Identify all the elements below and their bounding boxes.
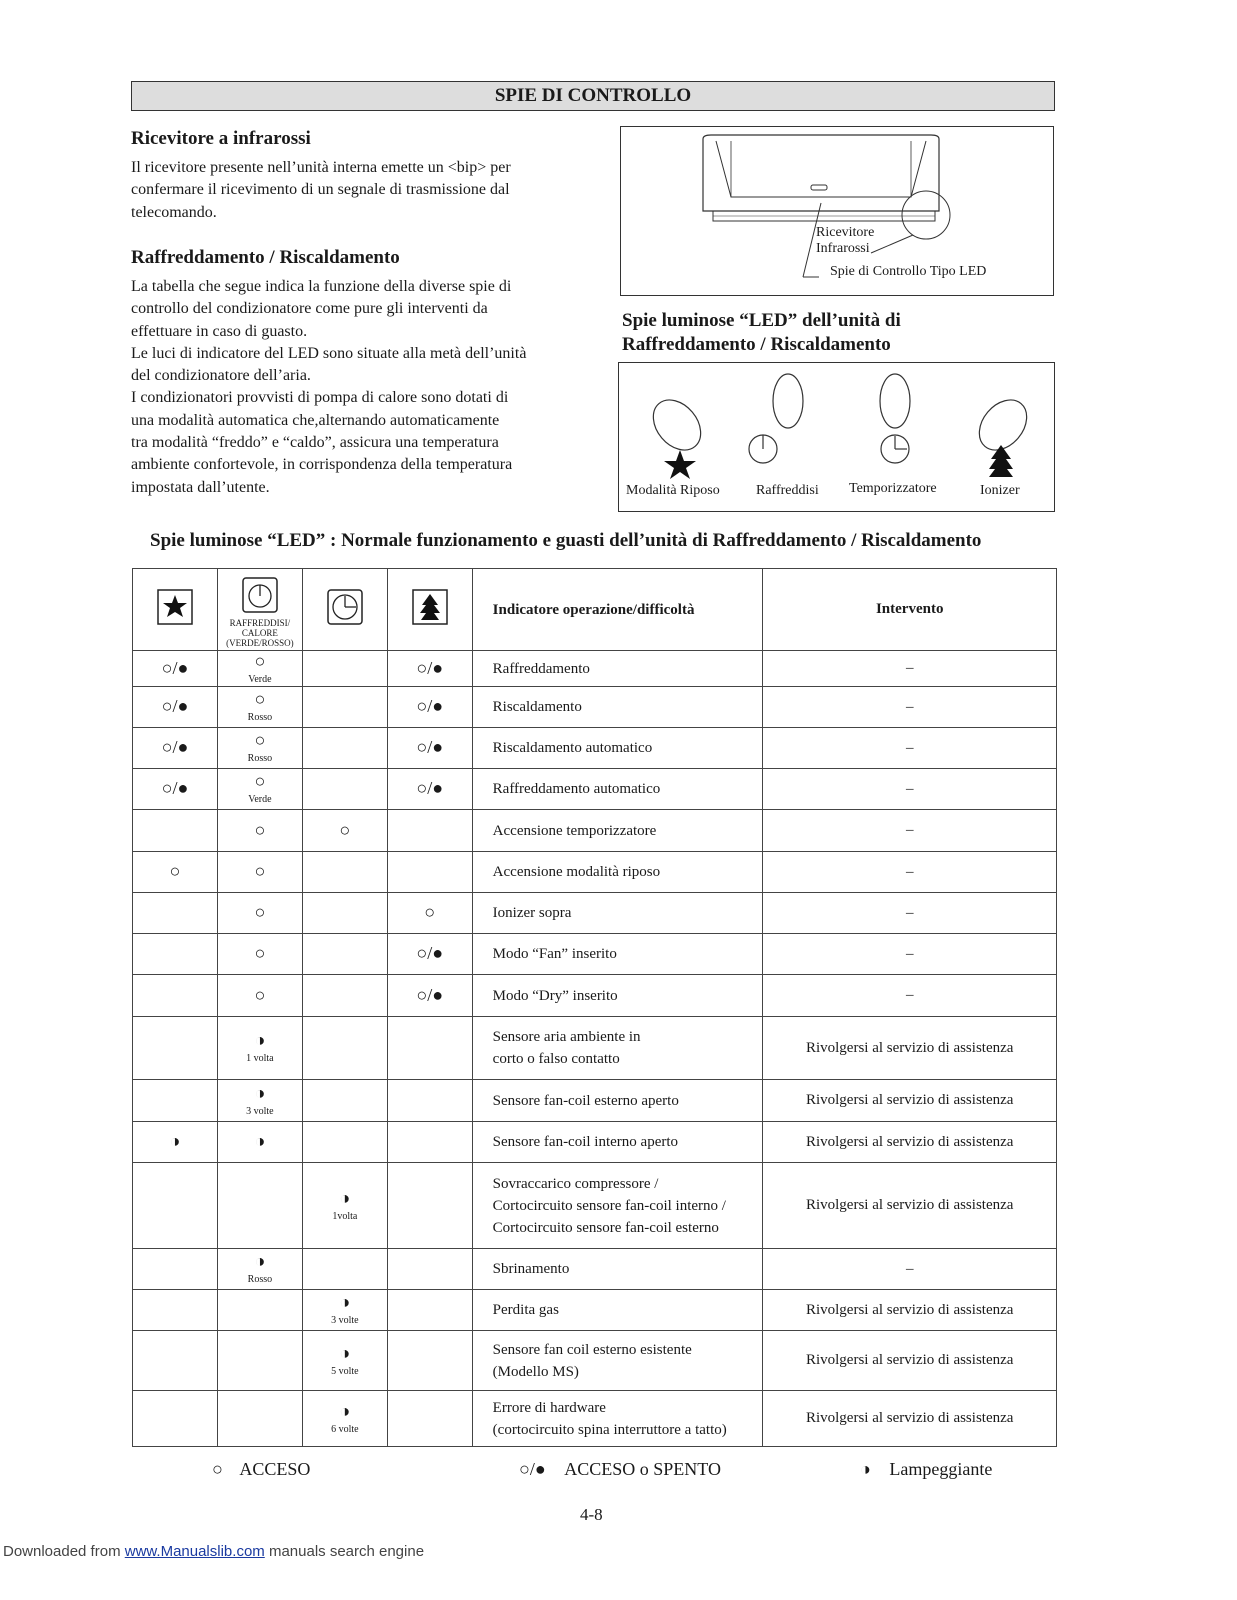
indicator-line: Cortocircuito sensore fan-coil esterno	[492, 1219, 719, 1236]
indicator-line: Cortocircuito sensore fan-coil interno /	[492, 1197, 726, 1214]
footer	[3, 1543, 424, 1560]
cooling-line: del condizionatore dell’aria.	[131, 367, 311, 385]
table-row	[133, 975, 1057, 1017]
indicator-cell	[472, 934, 763, 975]
legend-blink	[860, 1459, 992, 1480]
manualslib-link[interactable]: www.Manualslib.com	[124, 1543, 265, 1560]
status-symbol: ○	[169, 861, 181, 881]
header-sleep-cell	[133, 569, 218, 651]
status-symbol: ○/●	[161, 657, 189, 678]
ionizer-status-cell	[387, 975, 472, 1017]
indicator-line: Perdita gas	[492, 1302, 559, 1318]
page-number: 4-8	[580, 1505, 603, 1524]
blink-count: Verde	[248, 794, 272, 805]
intervention-cell: –	[763, 810, 1057, 852]
raffreddisi-status-cell	[217, 1290, 302, 1331]
raffreddisi-status-cell	[217, 728, 302, 769]
intervention-cell: –	[763, 934, 1057, 975]
indicator-line: Errore di hardware	[492, 1399, 606, 1416]
indicator-line: Ionizer sopra	[492, 905, 572, 921]
sleep-status-cell	[133, 852, 218, 893]
led-heading-line: Spie luminose “LED” dell’unità di	[622, 310, 901, 331]
status-symbol: ○	[339, 819, 351, 840]
blink-count: 3 volte	[246, 1105, 274, 1117]
raffreddisi-status-cell	[217, 687, 302, 728]
footer-prefix: Downloaded from	[3, 1543, 125, 1560]
status-symbol: ○/●	[416, 696, 444, 716]
ionizer-status-cell	[387, 1290, 472, 1331]
header-ionizer-cell	[387, 569, 472, 651]
status-symbol: ◑	[339, 1342, 351, 1363]
indicator-cell	[472, 1331, 763, 1391]
ionizer-status-cell	[387, 687, 472, 728]
table-row	[133, 934, 1057, 975]
power-icon	[242, 577, 278, 613]
raffreddisi-status-cell	[217, 1249, 302, 1290]
sleep-status-cell	[133, 975, 218, 1017]
raffreddisi-status-cell	[217, 1080, 302, 1122]
indicator-line: (cortocircuito spina interruttore a tatto)	[492, 1421, 727, 1438]
table-row	[133, 852, 1057, 893]
indicator-cell	[472, 852, 763, 893]
receiver-line: telecomando.	[131, 203, 217, 221]
table-row	[133, 1249, 1057, 1290]
status-symbol: ○	[254, 861, 266, 881]
status-symbol: ○	[254, 984, 266, 1005]
raffreddisi-status-cell	[217, 852, 302, 893]
indicator-cell	[472, 651, 763, 687]
raffreddisi-status-cell	[217, 1017, 302, 1080]
indicator-cell	[472, 975, 763, 1017]
ionizer-status-cell	[387, 852, 472, 893]
timer-status-cell	[302, 810, 387, 852]
table-title: Spie luminose “LED” : Normale funzionamento e guasti dell’unità di Raffreddamento / Riscaldamento	[150, 530, 982, 551]
ionizer-status-cell	[387, 893, 472, 934]
blink-count: 1volta	[332, 1210, 358, 1222]
intervention-cell: –	[763, 769, 1057, 810]
sleep-status-cell	[133, 810, 218, 852]
ionizer-status-cell	[387, 810, 472, 852]
status-symbol: ○/●	[416, 943, 444, 963]
ionizer-status-cell	[387, 1163, 472, 1249]
timer-status-cell	[302, 852, 387, 893]
header-intervention: Intervento	[763, 569, 1057, 651]
sleep-status-cell	[133, 1331, 218, 1391]
status-symbol: ○	[254, 730, 266, 750]
status-symbol: ○	[254, 943, 266, 963]
indicator-line: Riscaldamento	[492, 699, 582, 715]
legend-onoff-label: ACCESO o SPENTO	[564, 1459, 721, 1479]
cooling-line: tra modalità “freddo” e “caldo”, assicura una temperatura	[131, 434, 499, 452]
sleep-status-cell	[133, 1391, 218, 1447]
status-symbol: ◑	[169, 1131, 181, 1151]
indicator-line: Sensore fan-coil esterno aperto	[492, 1092, 679, 1109]
cooling-line: una modalità automatica che,alternando automaticamente	[131, 411, 500, 429]
sleep-status-cell	[133, 1080, 218, 1122]
receiver-heading: Ricevitore a infrarossi	[131, 128, 311, 149]
cooling-paragraph	[131, 276, 567, 499]
cooling-line: I condizionatori provvisti di pompa di calore sono dotati di	[131, 389, 509, 407]
receiver-label-line: Ricevitore	[816, 225, 875, 240]
receiver-label	[816, 225, 874, 257]
table-row	[133, 1163, 1057, 1249]
ionizer-status-cell	[387, 769, 472, 810]
sleep-status-cell	[133, 893, 218, 934]
indicator-cell	[472, 687, 763, 728]
table-row	[133, 687, 1057, 728]
ionizer-status-cell	[387, 1122, 472, 1163]
status-symbol: ○/●	[161, 737, 189, 757]
sleep-status-cell	[133, 1017, 218, 1080]
blink-count: Rosso	[247, 753, 273, 764]
status-symbol: ◑	[254, 1131, 266, 1151]
receiver-line: Il ricevitore presente nell’unità interna emette un <bip> per	[131, 159, 511, 176]
legend-onoff-symbol: ○/●	[519, 1459, 546, 1479]
status-symbol: ○	[254, 819, 266, 840]
intervention-cell: Rivolgersi al servizio di assistenza	[763, 1331, 1057, 1391]
raffreddisi-status-cell	[217, 1163, 302, 1249]
header-raffreddisi-line: CALORE	[241, 628, 278, 638]
table-row	[133, 1331, 1057, 1391]
legend-on-label: ACCESO	[239, 1459, 311, 1479]
sleep-status-cell	[133, 1122, 218, 1163]
intervention-cell: –	[763, 1249, 1057, 1290]
cooling-line: impostata dall’utente.	[131, 478, 270, 496]
status-symbol: ◑	[254, 1251, 266, 1271]
status-symbol: ○	[254, 650, 266, 671]
ionizer-status-cell	[387, 728, 472, 769]
timer-clock-icon	[327, 589, 363, 625]
cooling-line: controllo del condizionatore come pure gli interventi da	[131, 300, 488, 318]
cooling-heading: Raffreddamento / Riscaldamento	[131, 247, 400, 268]
raffreddisi-status-cell	[217, 651, 302, 687]
indicator-cell	[472, 810, 763, 852]
table-row	[133, 1017, 1057, 1080]
indicator-cell	[472, 1122, 763, 1163]
receiver-paragraph	[131, 157, 567, 224]
raffreddisi-status-cell	[217, 769, 302, 810]
sleep-status-cell	[133, 934, 218, 975]
intervention-cell: –	[763, 975, 1057, 1017]
indicator-cell	[472, 1290, 763, 1331]
intervention-cell: –	[763, 852, 1057, 893]
timer-status-cell	[302, 893, 387, 934]
led-heading	[622, 309, 901, 357]
status-symbol: ○	[424, 902, 436, 922]
timer-status-cell	[302, 769, 387, 810]
table-row	[133, 1080, 1057, 1122]
table-body	[133, 651, 1057, 1447]
ionizer-status-cell	[387, 1391, 472, 1447]
sleep-status-cell	[133, 769, 218, 810]
status-symbol: ◑	[254, 1082, 266, 1103]
timer-status-cell	[302, 651, 387, 687]
ionizer-status-cell	[387, 1249, 472, 1290]
table-row	[133, 1391, 1057, 1447]
intervention-cell: –	[763, 651, 1057, 687]
indicator-line: Sensore aria ambiente in	[492, 1029, 641, 1045]
status-symbol: ○/●	[416, 737, 444, 757]
ionizer-status-cell	[387, 934, 472, 975]
indicator-cell	[472, 893, 763, 934]
indicator-cell	[472, 1163, 763, 1249]
indicator-line: Accensione modalità riposo	[492, 864, 661, 880]
intervention-cell: –	[763, 893, 1057, 934]
intervention-cell: –	[763, 728, 1057, 769]
sleep-status-cell	[133, 651, 218, 687]
raffreddisi-status-cell	[217, 810, 302, 852]
raffreddisi-status-cell	[217, 893, 302, 934]
blink-count: 1 volta	[246, 1053, 274, 1064]
blink-count: 5 volte	[331, 1365, 359, 1377]
ionizer-status-cell	[387, 1331, 472, 1391]
blink-count: 6 volte	[331, 1423, 359, 1435]
ionizer-tree-icon	[412, 589, 448, 625]
table-row	[133, 810, 1057, 852]
blink-count: 3 volte	[331, 1315, 359, 1326]
section-title: SPIE DI CONTROLLO	[131, 81, 1055, 111]
raffreddisi-status-cell	[217, 975, 302, 1017]
status-symbol: ◑	[339, 1400, 351, 1421]
timer-status-cell	[302, 1080, 387, 1122]
table-row	[133, 1122, 1057, 1163]
indicator-line: corto o falso contatto	[492, 1051, 620, 1067]
blink-count: Verde	[248, 673, 272, 685]
timer-status-cell	[302, 1017, 387, 1080]
cooling-line: Le luci di indicatore del LED sono situate alla metà dell’unità	[131, 344, 527, 362]
status-symbol: ◑	[339, 1187, 351, 1208]
table-row	[133, 728, 1057, 769]
intervention-cell: Rivolgersi al servizio di assistenza	[763, 1290, 1057, 1331]
indicator-line: Raffreddamento	[492, 660, 590, 677]
led-status-table	[132, 568, 1057, 1447]
status-symbol: ○/●	[416, 984, 444, 1005]
indicator-cell	[472, 728, 763, 769]
cooling-line: ambiente confortevole, in corrispondenza della temperatura	[131, 456, 513, 474]
indicator-line: Accensione temporizzatore	[492, 822, 657, 839]
timer-status-cell	[302, 1331, 387, 1391]
status-symbol: ○/●	[416, 657, 444, 678]
timer-status-cell	[302, 1163, 387, 1249]
intervention-cell: Rivolgersi al servizio di assistenza	[763, 1017, 1057, 1080]
intervention-cell: Rivolgersi al servizio di assistenza	[763, 1122, 1057, 1163]
legend-blink-symbol: ◑	[860, 1459, 871, 1479]
status-symbol: ○	[254, 902, 266, 922]
legend-onoff	[519, 1459, 721, 1480]
cooling-line: effettuare in caso di guasto.	[131, 322, 308, 340]
led-heading-line: Raffreddamento / Riscaldamento	[622, 334, 891, 355]
status-symbol: ◑	[254, 1030, 266, 1050]
receiver-line: confermare il ricevimento di un segnale di trasmissione dal	[131, 181, 510, 199]
table-row	[133, 893, 1057, 934]
led-label-timer: Temporizzatore	[849, 481, 937, 496]
blink-count: Rosso	[247, 712, 273, 723]
indicator-cell	[472, 1080, 763, 1122]
raffreddisi-status-cell	[217, 1122, 302, 1163]
sleep-status-cell	[133, 1249, 218, 1290]
legend-on-symbol: ○	[212, 1459, 223, 1479]
indicator-cell	[472, 1017, 763, 1080]
indicator-line: Sovraccarico compressore /	[492, 1175, 659, 1192]
header-raffreddisi-label	[218, 618, 302, 648]
timer-status-cell	[302, 728, 387, 769]
led-label: Spie di Controllo Tipo LED	[830, 264, 987, 279]
ionizer-status-cell	[387, 1080, 472, 1122]
header-timer-cell	[302, 569, 387, 651]
status-symbol: ◑	[339, 1292, 351, 1312]
header-indicator: Indicatore operazione/difficoltà	[472, 569, 763, 651]
indicator-cell	[472, 1391, 763, 1447]
sleep-status-cell	[133, 728, 218, 769]
header-raffreddisi-cell	[217, 569, 302, 651]
led-label-sleep: Modalità Riposo	[626, 483, 720, 498]
unit-diagram	[620, 126, 1054, 296]
indicator-cell	[472, 1249, 763, 1290]
status-symbol: ○	[254, 771, 266, 791]
timer-status-cell	[302, 1391, 387, 1447]
cooling-line: La tabella che segue indica la funzione della diverse spie di	[131, 278, 512, 295]
status-symbol: ○	[254, 689, 266, 709]
sleep-status-cell	[133, 1163, 218, 1249]
status-symbol: ○/●	[161, 696, 189, 716]
indicator-line: Sbrinamento	[492, 1261, 570, 1277]
timer-status-cell	[302, 975, 387, 1017]
raffreddisi-status-cell	[217, 1391, 302, 1447]
indicator-line: Modo “Fan” inserito	[492, 946, 617, 962]
legend-blink-label: Lampeggiante	[889, 1459, 993, 1479]
intervention-cell: Rivolgersi al servizio di assistenza	[763, 1163, 1057, 1249]
indicator-line: Raffreddamento automatico	[492, 781, 661, 797]
indicator-line: Sensore fan-coil interno aperto	[492, 1134, 679, 1150]
legend-on	[212, 1459, 310, 1480]
header-raffreddisi-line: (VERDE/ROSSO)	[226, 638, 294, 648]
sleep-status-cell	[133, 1290, 218, 1331]
raffreddisi-status-cell	[217, 1331, 302, 1391]
receiver-label-line: Infrarossi	[816, 241, 870, 256]
timer-status-cell	[302, 687, 387, 728]
intervention-cell: Rivolgersi al servizio di assistenza	[763, 1391, 1057, 1447]
status-symbol: ○/●	[416, 778, 444, 798]
status-symbol: ○/●	[161, 778, 189, 798]
timer-status-cell	[302, 1122, 387, 1163]
table-header-row	[133, 569, 1057, 651]
intervention-cell: –	[763, 687, 1057, 728]
timer-status-cell	[302, 1290, 387, 1331]
led-label-raffreddisi: Raffreddisi	[756, 483, 819, 498]
ionizer-status-cell	[387, 1017, 472, 1080]
indicator-line: Modo “Dry” inserito	[492, 987, 618, 1004]
indicator-cell	[472, 769, 763, 810]
intervention-cell: Rivolgersi al servizio di assistenza	[763, 1080, 1057, 1122]
table-row	[133, 769, 1057, 810]
indicator-line: Sensore fan coil esterno esistente	[492, 1341, 692, 1358]
blink-count: Rosso	[247, 1274, 273, 1285]
led-indicators-panel	[618, 362, 1055, 512]
timer-status-cell	[302, 934, 387, 975]
timer-status-cell	[302, 1249, 387, 1290]
table-row	[133, 1290, 1057, 1331]
indicator-line: Riscaldamento automatico	[492, 740, 653, 756]
table-row	[133, 651, 1057, 687]
header-raffreddisi-line: RAFFREDDISI/	[229, 618, 291, 628]
raffreddisi-status-cell	[217, 934, 302, 975]
indicator-line: (Modello MS)	[492, 1363, 579, 1380]
led-label-ionizer: Ionizer	[980, 483, 1020, 498]
footer-suffix: manuals search engine	[264, 1543, 425, 1560]
sleep-status-cell	[133, 687, 218, 728]
sleep-star-icon	[157, 589, 193, 625]
ionizer-status-cell	[387, 651, 472, 687]
